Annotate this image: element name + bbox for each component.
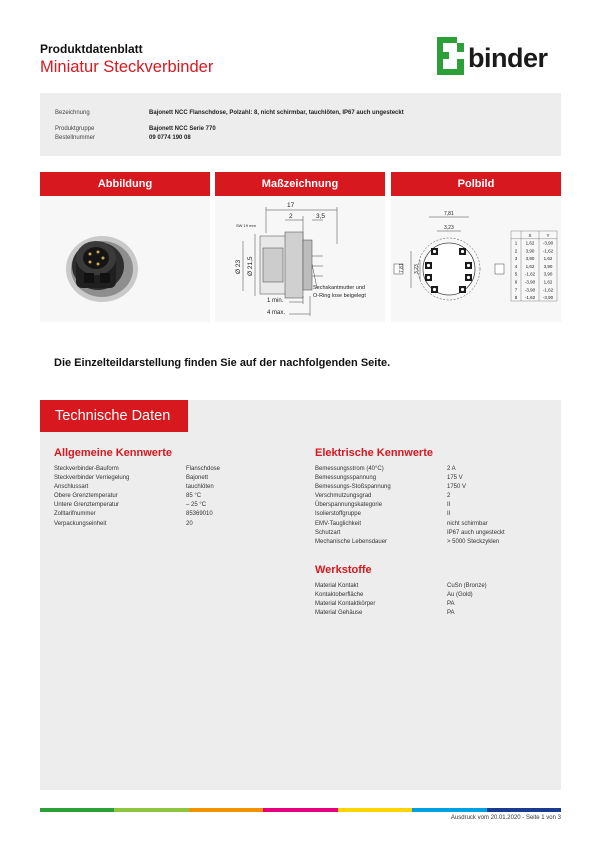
spec-key: Kontaktoberfläche <box>315 592 364 599</box>
pin-y: 3,90 <box>543 271 553 277</box>
spec-key: Bemessungsspannung <box>315 475 377 482</box>
pin-x: 1,62 <box>525 263 535 269</box>
spec-value: PA <box>447 601 455 608</box>
spec-row <box>54 510 284 519</box>
brand-wordmark: binder <box>468 43 548 73</box>
pin-x: 3,90 <box>525 248 535 254</box>
panel-title: Abbildung <box>40 172 210 196</box>
info-label: Bestellnummer <box>55 135 96 141</box>
spec-value: 175 V <box>447 475 463 482</box>
max-label: 4 max. <box>267 310 286 316</box>
spec-key: Verschmutzungsgrad <box>315 493 372 500</box>
pin-num: 3 <box>514 256 518 262</box>
spec-row <box>54 520 284 529</box>
sw-label: SW 19 mm <box>236 223 256 228</box>
pin-num: 6 <box>514 279 518 285</box>
drawing-svg <box>215 196 385 322</box>
dim-7-81-v-label: 7,81 <box>399 263 405 273</box>
spec-key: Steckverbinder-Bauform <box>54 466 119 472</box>
spec-key: EMV-Tauglichkeit <box>315 520 362 527</box>
pin-y: -1,62 <box>542 287 554 293</box>
pin-x: -1,62 <box>524 295 536 301</box>
brand-color-bar <box>40 808 561 812</box>
spec-row <box>315 510 555 519</box>
pin-num: 4 <box>514 263 518 269</box>
dim-3-23-label: 3,23 <box>444 225 454 231</box>
spec-key: Isolierstoffgruppe <box>315 511 361 518</box>
spec-key: Schutzart <box>315 529 341 536</box>
spec-value: 1750 V <box>447 484 467 491</box>
note-line-2: O-Ring lose beigelegt <box>313 293 366 299</box>
pin-table-head-y: Y <box>546 233 550 238</box>
color-segment <box>487 808 561 812</box>
electrical-specs-list <box>315 465 555 547</box>
spec-row <box>315 474 555 483</box>
spec-value: Au (Gold) <box>447 592 473 599</box>
spec-row <box>54 483 284 492</box>
info-value: Bajonett NCC Flanschdose, Polzahl: 8, nicht schirmbar, tauchlöten, IP67 auch ungesteckt <box>149 110 404 116</box>
spec-key: Material Gehäuse <box>315 610 363 617</box>
spec-value: CuSn (Bronze) <box>447 583 487 589</box>
spec-row <box>315 483 555 492</box>
spec-value: Flanschdose <box>186 466 221 472</box>
color-segment <box>338 808 412 812</box>
dim-17-label: 17 <box>287 202 295 209</box>
spec-row <box>315 520 555 529</box>
pin-y: 3,90 <box>543 263 553 269</box>
color-segment <box>263 808 337 812</box>
panel-title: Polbild <box>391 172 561 196</box>
spec-key: Material Kontaktkörper <box>315 601 376 608</box>
detail-notice: Die Einzelteildarstellung finden Sie auf der nachfolgenden Seite. <box>54 357 391 369</box>
spec-value: 20 <box>186 520 193 527</box>
materials-title: Werkstoffe <box>315 564 372 576</box>
print-footer: Ausdruck vom 20.01.2020 - Seite 1 von 3 <box>450 815 561 821</box>
electrical-specs-title: Elektrische Kennwerte <box>315 447 433 459</box>
spec-row <box>315 591 555 600</box>
color-segment <box>114 808 188 812</box>
pin-y: 1,62 <box>543 279 553 285</box>
pin-y: 1,62 <box>543 256 553 262</box>
spec-row <box>315 501 555 510</box>
pin-y: -1,62 <box>542 248 554 254</box>
info-value: 09 0774 190 08 <box>149 135 191 141</box>
spec-key: Zolltarifnummer <box>54 511 96 518</box>
spec-key: Bemessungs-Stoßspannung <box>315 484 391 491</box>
dimension-drawing <box>215 196 385 322</box>
spec-key: Verpackungseinheit <box>54 520 107 527</box>
pin-y: -3,90 <box>542 295 554 301</box>
dim-7-81-label: 7,81 <box>444 211 454 217</box>
note-line-1: Sechskantmutter und <box>313 285 365 291</box>
spec-key: Bemessungsstrom (40°C) <box>315 466 384 472</box>
connector-photo-icon <box>40 196 210 322</box>
spec-row <box>315 582 555 591</box>
min-label: 1 min. <box>267 298 284 304</box>
pin-y: -3,90 <box>542 240 554 246</box>
pin-num: 8 <box>514 295 518 301</box>
spec-value: II <box>447 511 451 518</box>
pin-num: 2 <box>514 248 518 254</box>
spec-value: tauchlöten <box>186 484 214 491</box>
general-specs-list <box>54 465 284 529</box>
spec-value: 85369010 <box>186 511 213 518</box>
spec-row <box>54 465 284 474</box>
pin-table-head-x: X <box>528 233 532 238</box>
panel-abbildung <box>40 172 210 322</box>
spec-key: Überspannungskategorie <box>315 502 383 509</box>
spec-value: IP67 auch ungesteckt <box>447 529 505 536</box>
spec-row <box>315 492 555 501</box>
spec-row <box>54 474 284 483</box>
pin-num: 5 <box>514 271 518 277</box>
spec-value: 2 A <box>447 466 456 472</box>
spec-value: > 5000 Steckzyklen <box>447 538 500 545</box>
spec-key: Steckverbinder Verriegelung <box>54 475 130 482</box>
pinout-drawing <box>391 196 561 322</box>
dim-2-label: 2 <box>289 213 293 220</box>
spec-row <box>315 538 555 547</box>
product-photo <box>40 196 210 322</box>
product-info-box <box>40 93 561 156</box>
pinout-svg <box>391 196 561 322</box>
spec-row <box>315 609 555 618</box>
doc-type-title: Produktdatenblatt <box>40 42 143 56</box>
info-label: Produktgruppe <box>55 126 95 132</box>
technical-data-tab: Technische Daten <box>40 400 188 432</box>
spec-value: nicht schirmbar <box>447 520 488 527</box>
spec-key: Untere Grenztemperatur <box>54 502 120 509</box>
product-category-title: Miniatur Steckverbinder <box>40 58 214 76</box>
spec-value: – 25 °C <box>186 502 207 509</box>
spec-row <box>315 529 555 538</box>
panel-title: Maßzeichnung <box>215 172 385 196</box>
materials-list <box>315 582 555 618</box>
pin-x: 3,90 <box>525 256 535 262</box>
pin-x: 1,62 <box>525 240 535 246</box>
pin-x: -3,90 <box>524 279 536 285</box>
info-value: Bajonett NCC Serie 770 <box>149 126 216 132</box>
general-specs-title: Allgemeine Kennwerte <box>54 447 172 459</box>
color-segment <box>412 808 486 812</box>
color-segment <box>189 808 263 812</box>
color-segment <box>40 808 114 812</box>
dim-3-5-label: 3,5 <box>316 213 326 220</box>
dim-3-23-v-label: 3,23 <box>414 264 420 274</box>
d21-5-label: Ø 21,5 <box>247 256 254 276</box>
spec-key: Anschlussart <box>54 484 89 491</box>
pin-x: -3,90 <box>524 287 536 293</box>
spec-row <box>54 501 284 510</box>
spec-value: 2 <box>447 493 451 500</box>
pin-num: 7 <box>514 287 518 293</box>
spec-value: PA <box>447 610 455 617</box>
spec-row <box>315 465 555 474</box>
panel-polbild <box>391 172 561 322</box>
spec-key: Material Kontakt <box>315 583 359 589</box>
spec-key: Mechanische Lebensdauer <box>315 538 388 545</box>
pin-x: -1,62 <box>524 271 536 277</box>
panel-masszeichnung <box>215 172 385 322</box>
info-label: Bezeichnung <box>55 110 90 116</box>
spec-value: Bajonett <box>186 475 209 482</box>
spec-value: 85 °C <box>186 493 202 500</box>
spec-key: Obere Grenztemperatur <box>54 493 118 500</box>
d23-label: Ø 23 <box>235 259 242 274</box>
spec-row <box>315 600 555 609</box>
spec-row <box>54 492 284 501</box>
pin-num: 1 <box>514 240 518 246</box>
pin-table <box>515 233 554 300</box>
spec-value: II <box>447 502 451 509</box>
